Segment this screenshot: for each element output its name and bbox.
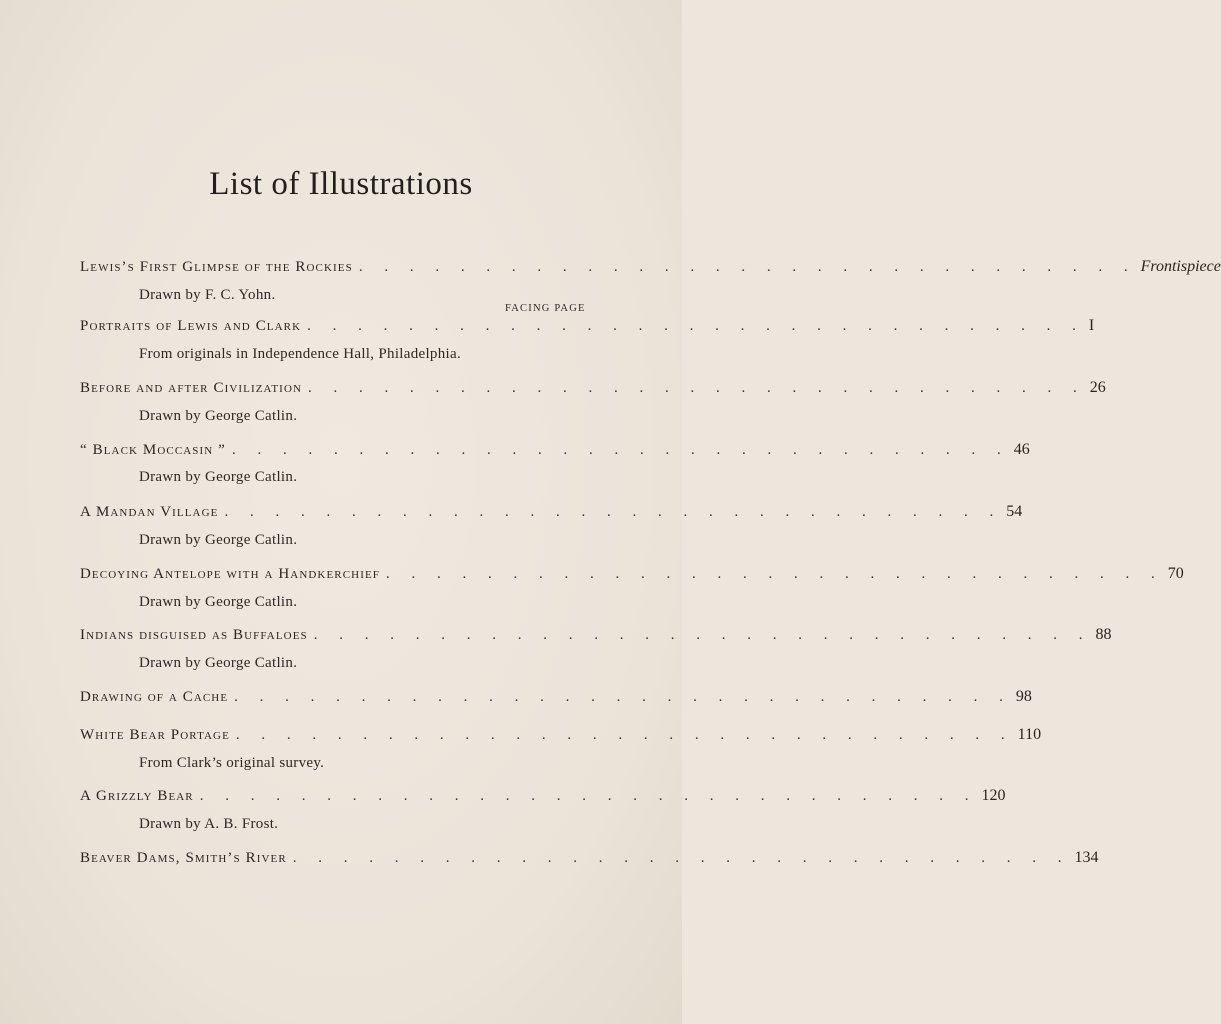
page-number: 54 [1006, 503, 1023, 520]
page-number: 26 [1089, 379, 1106, 396]
leader-dots: . . . . . . . . . . . . . . . . . . . . . . . . . . . . . . . [235, 727, 1014, 743]
illustration-title: Drawing of a Cache [80, 689, 229, 705]
illustration-credit: Drawn by George Catlin. [139, 594, 298, 610]
illustration-entry [80, 317, 1095, 341]
leader-dots: . . . . . . . . . . . . . . . . . . . . . . . . . . . . . . . [234, 689, 1012, 705]
leader-dots: . . . . . . . . . . . . . . . . . . . . . . . . . . . . . . . [386, 566, 1164, 582]
leader-dots: . . . . . . . . . . . . . . . . . . . . . . . . . . . . . . . [307, 318, 1085, 334]
illustration-credit: Drawn by George Catlin. [139, 532, 298, 548]
illustration-entry [80, 626, 1112, 650]
page-number: I [1088, 317, 1095, 334]
illustration-title: Lewis’s First Glimpse of the Rockies [80, 259, 353, 275]
illustration-entry [80, 688, 1032, 712]
leader-dots: . . . . . . . . . . . . . . . . . . . . . . . . . . . . . . . [313, 627, 1092, 643]
illustration-credit: From originals in Independence Hall, Philadelphia. [139, 346, 462, 362]
illustration-credit: Drawn by A. B. Frost. [139, 816, 279, 832]
illustration-title: Indians disguised as Buffaloes [80, 627, 308, 643]
illustration-title: A Mandan Village [80, 504, 219, 520]
leader-dots: . . . . . . . . . . . . . . . . . . . . . . . . . . . . . . . [224, 504, 1003, 520]
page-number: 134 [1074, 849, 1099, 866]
illustration-title: Portraits of Lewis and Clark [80, 318, 302, 334]
page-number: 88 [1095, 626, 1112, 643]
illustration-title: Decoying Antelope with a Handkerchief [80, 566, 381, 582]
illustration-entry [80, 565, 1184, 589]
illustration-entry [80, 787, 1006, 811]
leader-dots: . . . . . . . . . . . . . . . . . . . . . . . . . . . . . . . [308, 380, 1086, 396]
leader-dots: . . . . . . . . . . . . . . . . . . . . . . . . . . . . . . . [358, 259, 1137, 275]
page-number: 70 [1167, 565, 1184, 582]
illustration-credit: From Clark’s original survey. [139, 755, 325, 771]
illustration-entry [80, 503, 1023, 527]
illustration-title: A Grizzly Bear [80, 788, 194, 804]
illustration-entry [80, 379, 1106, 403]
leader-dots: . . . . . . . . . . . . . . . . . . . . . . . . . . . . . . . [199, 788, 978, 804]
illustration-title: White Bear Portage [80, 727, 230, 743]
page-number: Frontispiece [1140, 258, 1221, 275]
illustration-credit: Drawn by George Catlin. [139, 469, 298, 485]
illustration-title: Beaver Dams, Smith’s River [80, 850, 287, 866]
illustration-title: “ Black Moccasin ” [80, 442, 226, 458]
leader-dots: . . . . . . . . . . . . . . . . . . . . . . . . . . . . . . . [231, 442, 1010, 458]
illustration-credit: Drawn by George Catlin. [139, 655, 298, 671]
page-number: 98 [1015, 688, 1032, 705]
illustration-entry [80, 726, 1042, 750]
page-title: List of Illustrations [209, 166, 473, 202]
illustration-entry [80, 441, 1030, 465]
illustration-credit: Drawn by George Catlin. [139, 408, 298, 424]
facing-page-label: FACING PAGE [505, 303, 586, 314]
page-number: 120 [981, 787, 1006, 804]
illustration-title: Before and after Civilization [80, 380, 303, 396]
illustration-entry [80, 849, 1099, 873]
illustration-entry [80, 258, 1221, 282]
page-number: 46 [1013, 441, 1030, 458]
leader-dots: . . . . . . . . . . . . . . . . . . . . . . . . . . . . . . . [292, 850, 1071, 866]
illustration-credit: Drawn by F. C. Yohn. [139, 287, 276, 303]
page-number: 110 [1017, 726, 1042, 743]
